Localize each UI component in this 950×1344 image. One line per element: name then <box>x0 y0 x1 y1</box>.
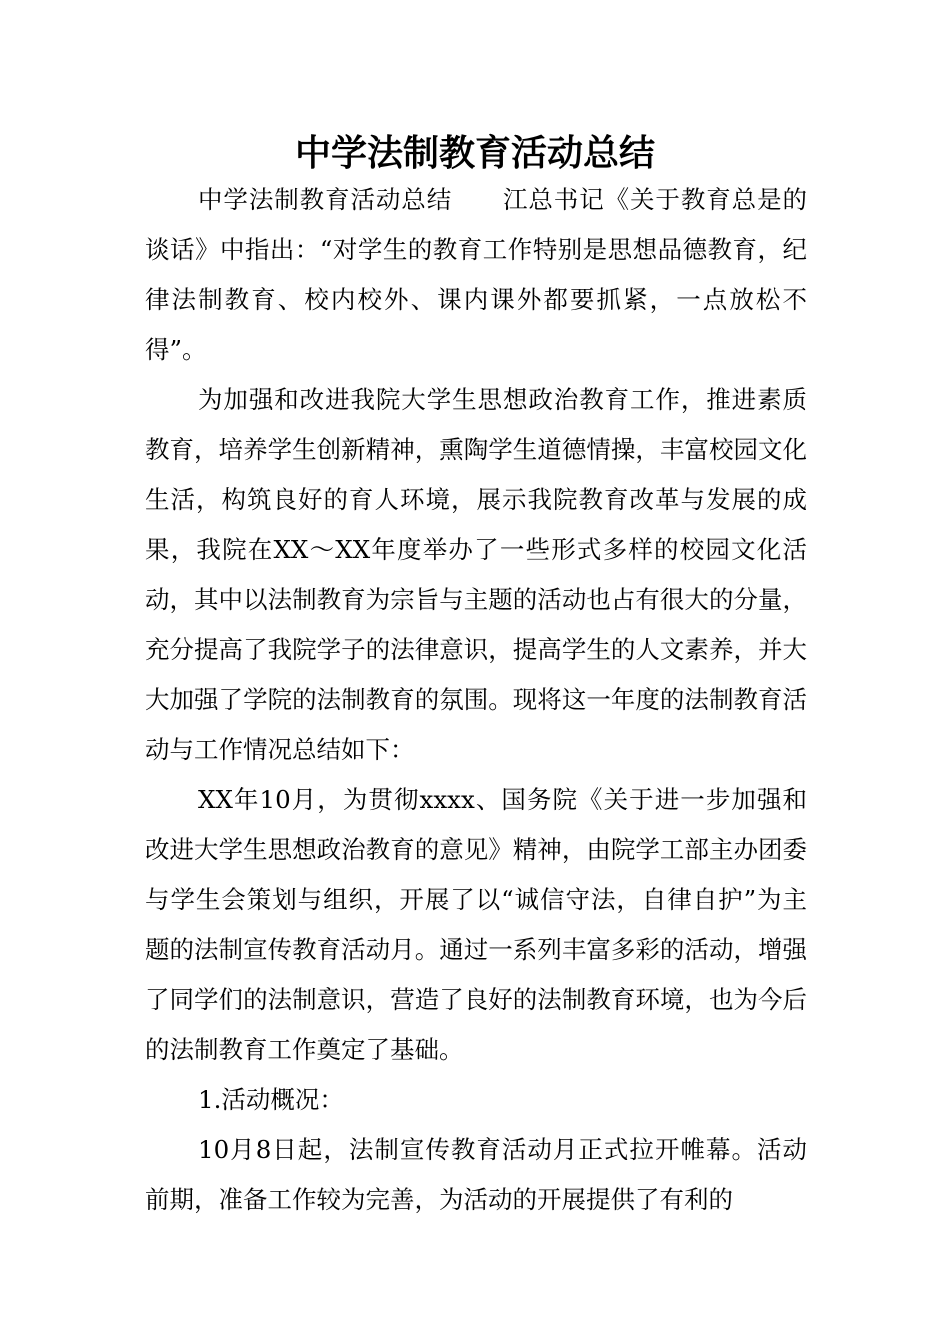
document-body <box>145 175 807 1225</box>
paragraph-purpose: 为加强和改进我院大学生思想政治教育工作，推进素质教育，培养学生创新精神，熏陶学生道德情操，丰富校园文化生活，构筑良好的育人环境，展示我院教育改革与发展的成果，我院在XX～XX年度举办了一些形式多样的校园文化活动，其中以法制教育为宗旨与主题的活动也占有很大的分量，充分提高了我院学子的法律意识，提高学生的人文素养，并大大加强了学院的法制教育的氛围。现将这一年度的法制教育活动与工作情况总结如下： <box>145 385 807 764</box>
document-title: 中学法制教育活动总结 <box>294 132 655 174</box>
paragraph-overview: 10月8日起，法制宣传教育活动月正式拉开帷幕。活动前期，准备工作较为完善，为活动的开展提供了有利的 <box>145 1135 807 1214</box>
paragraph-october: XX年10月，为贯彻xxxx、国务院《关于进一步加强和改进大学生思想政治教育的意见》精神，由院学工部主办团委与学生会策划与组织，开展了以“诚信守法，自律自护”为主题的法制宣传教育活动月。通过一系列丰富多彩的活动，增强了同学们的法制意识，营造了良好的法制教育环境，也为今后的法制教育工作奠定了基础。 <box>145 785 807 1064</box>
paragraph-intro: 中学法制教育活动总结 江总书记《关于教育总是的谈话》中指出：“对学生的教育工作特别是思想品德教育，纪律法制教育、校内校外、课内课外都要抓紧，一点放松不得”。 <box>145 185 807 364</box>
section-heading-overview: 1.活动概况： <box>198 1085 344 1114</box>
